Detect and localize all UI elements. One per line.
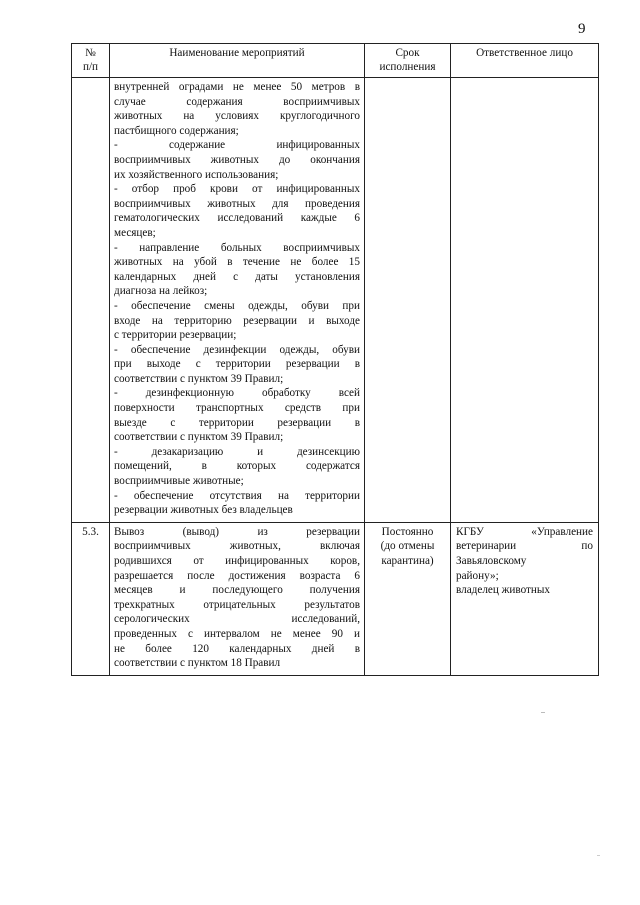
text-line: соответствии с пунктом 39 Правил; [114, 372, 284, 385]
responsible-line: Завьяловскому [456, 555, 527, 567]
row-5-3-responsible [451, 522, 599, 675]
text-line: соответствии с пунктом 18 Правил [114, 657, 281, 670]
scan-speck [597, 855, 600, 856]
header-term-line2: исполнения [379, 61, 436, 73]
text-line: проведенных с интервалом не менее 90 и [114, 627, 360, 640]
text-line: случае содержания восприимчивых [114, 95, 360, 108]
text-line: - дезакаризацию и дезинсекцию [114, 445, 360, 458]
text-line: внутренней оградами не менее 50 метров в [114, 81, 360, 93]
page-number: 9 [578, 21, 586, 37]
text-line: гематологических исследований каждые 6 [114, 212, 360, 225]
term-line: (до отмены [380, 540, 435, 553]
header-responsible [451, 44, 599, 78]
text-line: - отбор проб крови от инфицированных [114, 183, 360, 196]
row-continuation-measures [110, 78, 365, 523]
responsible-line: КГБУ «Управление [456, 525, 593, 538]
text-line: животных на условиях круглогодичного [114, 110, 360, 123]
text-line: - обеспечение дезинфекции одежды, обуви [114, 343, 360, 356]
measures-text [110, 523, 364, 675]
responsible-text [451, 523, 598, 602]
text-line: - обеспечение смены одежды, обуви при [114, 299, 360, 312]
row-5-3-term [365, 522, 451, 675]
text-line: трехкратных отрицательных результатов [114, 598, 360, 611]
text-line: календарных дней с даты установления [114, 270, 360, 283]
scan-speck [541, 712, 545, 713]
row-continuation-responsible [451, 78, 599, 523]
header-name-label: Наименование мероприятий [169, 47, 305, 59]
text-line: восприимчивые животные; [114, 475, 244, 488]
text-line: с территории резервации; [114, 329, 237, 342]
text-line: пастбищного содержания; [114, 124, 239, 137]
header-term [365, 44, 451, 78]
text-line: диагноза на лейкоз; [114, 285, 208, 298]
text-line: поверхности транспортных средств при [114, 402, 360, 415]
text-line: месяцев; [114, 226, 156, 239]
text-line: - обеспечение отсутствия на территории [114, 489, 360, 502]
header-number-abbr: п/п [82, 61, 99, 73]
row-number: 5.3. [82, 525, 99, 538]
measures-text [110, 78, 364, 522]
measures-table [71, 43, 599, 676]
table-row [72, 78, 599, 523]
responsible-line: району»; [456, 569, 499, 582]
term-text [365, 523, 450, 573]
header-number [72, 44, 110, 78]
text-line: - направление больных восприимчивых [114, 241, 360, 254]
row-5-3-number [72, 522, 110, 675]
responsible-line: владелец животных [456, 584, 551, 597]
text-line: входе на территорию резервации и выходе [114, 314, 360, 327]
text-line: разрешается после достижения возраста 6 [114, 569, 360, 582]
text-line: выезде с территории резервации в [114, 416, 360, 429]
text-line: соответствии с пунктом 39 Правил; [114, 431, 284, 444]
text-line: серологических исследований, [114, 613, 360, 626]
row-5-3-measures [110, 522, 365, 675]
text-line: резервации животных без владельцев [114, 504, 293, 517]
text-line: их хозяйственного использования; [114, 168, 279, 181]
text-line: восприимчивых животных до окончания [114, 153, 360, 166]
term-line: Постоянно [381, 525, 434, 538]
text-line: - содержание инфицированных [114, 139, 360, 152]
text-line: Вывоз (вывод) из резервации [114, 525, 360, 538]
header-term-line1: Срок [395, 47, 420, 59]
text-line: при выходе с территории резервации в [114, 358, 360, 371]
responsible-line: ветеринарии по [456, 540, 593, 553]
header-number-symbol: № [85, 47, 96, 59]
text-line: родившихся от инфицированных коров, [114, 555, 360, 567]
term-line: карантина) [381, 555, 434, 567]
text-line: помещений, в которых содержатся [114, 460, 360, 473]
text-line: - дезинфекционную обработку всей [114, 387, 360, 400]
text-line: восприимчивых животных, включая [114, 540, 360, 553]
table-header-row [72, 44, 599, 78]
text-line: животных на убой в течение не более 15 [114, 256, 360, 269]
header-responsible-label: Ответственное лицо [476, 47, 573, 59]
text-line: не более 120 календарных дней в [114, 642, 360, 655]
table-row [72, 522, 599, 675]
row-continuation-term [365, 78, 451, 523]
header-name [110, 44, 365, 78]
text-line: восприимчивых животных для проведения [114, 197, 360, 210]
row-continuation-number [72, 78, 110, 523]
text-line: месяцев и последующего получения [114, 584, 360, 597]
